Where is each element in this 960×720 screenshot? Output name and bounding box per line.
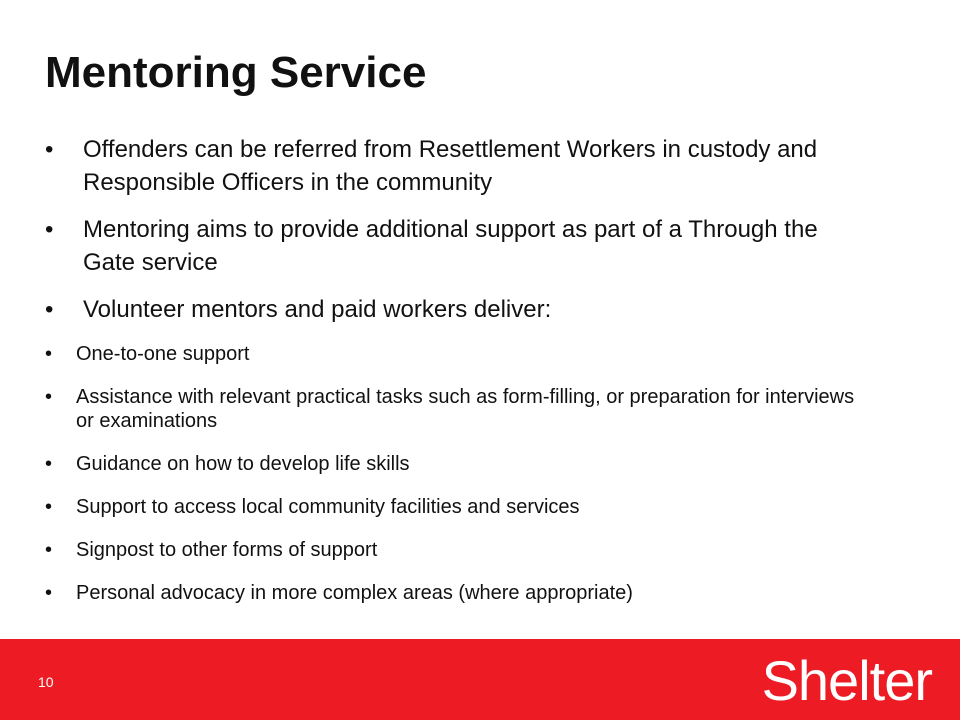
sub-bullet-item [0, 581, 875, 605]
sub-bullet-marker: • [45, 582, 53, 604]
sub-bullet-text: Support to access local community facilities and services [76, 496, 580, 518]
sub-bullet-marker: • [45, 496, 53, 518]
sub-bullet-text: Signpost to other forms of support [76, 539, 378, 561]
bullet-list [45, 133, 875, 624]
sub-bullet-text: One-to-one support [76, 343, 250, 365]
sub-bullet-item [0, 342, 875, 366]
bullet-marker: • [45, 136, 54, 163]
bullet-item [45, 293, 875, 326]
shelter-logo: Shelter [761, 649, 932, 712]
bullet-text: Offenders can be referred from Resettlement Workers in custody and Responsible Officers in the community [83, 136, 818, 196]
page-number: 10 [38, 674, 54, 690]
bullet-text: Volunteer mentors and paid workers deliver: [83, 296, 552, 323]
footer-bar [0, 639, 960, 720]
sub-bullet-marker: • [45, 453, 53, 475]
sub-bullet-item [0, 452, 875, 476]
sub-bullet-item [0, 385, 875, 433]
slide-title: Mentoring Service [45, 48, 427, 97]
bullet-text: Mentoring aims to provide additional support as part of a Through the Gate service [83, 216, 818, 276]
bullet-marker: • [45, 296, 54, 323]
sub-bullet-marker: • [45, 539, 53, 561]
sub-bullet-item [0, 495, 875, 519]
sub-bullet-text: Assistance with relevant practical tasks such as form-filling, or preparation for interviews or examinations [76, 386, 855, 432]
sub-bullet-list [0, 342, 875, 605]
sub-bullet-marker: • [45, 343, 53, 365]
sub-bullet-group [0, 342, 875, 605]
sub-bullet-item [0, 538, 875, 562]
sub-bullet-marker: • [45, 386, 53, 408]
bullet-marker: • [45, 216, 54, 243]
sub-bullet-text: Personal advocacy in more complex areas (where appropriate) [76, 582, 633, 604]
bullet-item [45, 213, 875, 279]
bullet-item [45, 133, 875, 199]
sub-bullet-text: Guidance on how to develop life skills [76, 453, 410, 475]
